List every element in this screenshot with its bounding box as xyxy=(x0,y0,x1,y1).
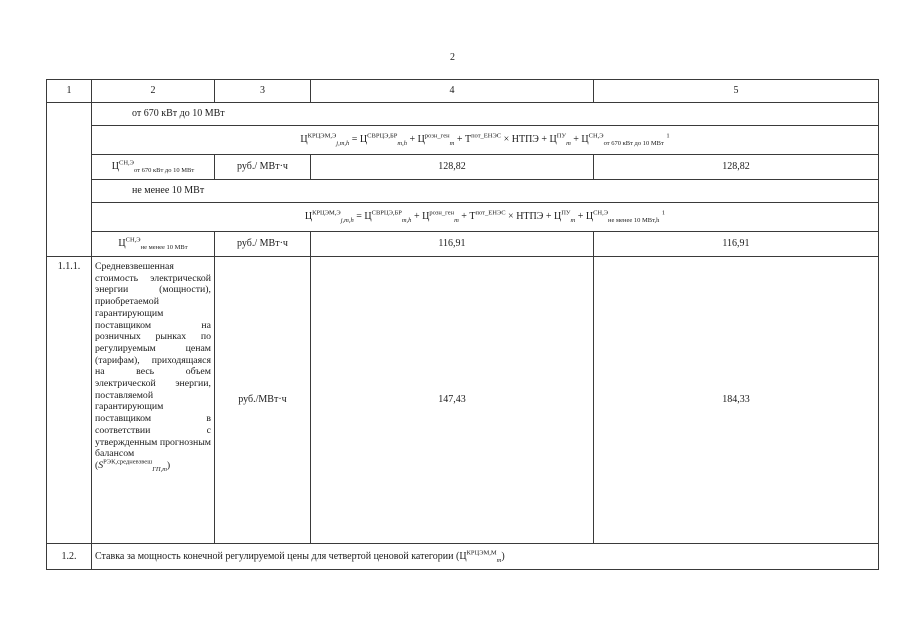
subcategory-row-1 xyxy=(47,103,879,126)
value-col4-1: 128,82 xyxy=(311,155,594,180)
subcategory-label-2: не менее 10 МВт xyxy=(92,180,879,203)
item-text-1-2: Ставка за мощность конечной регулируемой цены для четвертой ценовой категории $(Ц^{КРЦЭМ,М}_m)$ xyxy=(92,544,879,570)
header-col-2: 2 xyxy=(92,80,215,103)
header-row xyxy=(47,80,879,103)
item-row-1-2 xyxy=(47,544,879,570)
header-col-5: 5 xyxy=(594,80,879,103)
number-cell-empty xyxy=(47,103,92,257)
formula-row-2 xyxy=(47,203,879,232)
param-cell-1: $Ц^{СН,Э}_{от 670 кВт до 10 МВт}$ xyxy=(92,155,215,180)
subcategory-label-1: от 670 кВт до 10 МВт xyxy=(92,103,879,126)
formula-2: $Ц^{КРЦЭМ,Э}_{j,m,h} = Ц^{СВРЦЭ,БР}_{m,h} + Ц^{розн\_ген}_m + Т^{пот\_ЕНЭС}$ × НТПЭ + $Ц^{ПУ}_m + Ц^{СН,Э}_{не менее 10 МВт,h}$ $^1$ xyxy=(92,203,879,232)
item-description-1-1-1: Средневзвешенная стоимость электрической энергии (мощности), приобретаемой гарантирующим поставщиком на розничных рынках по регулируемым ценам (тарифам), приходящаяся на весь объем электрической энергии, поставляемой гарантирующим поставщиком в соответствии с утвержденным прогнозным балансом $(S^{РЭК,средневзвеш}_{ГП,m})$ xyxy=(92,257,215,544)
footnote-mark: 1 xyxy=(666,132,670,140)
subcategory-row-2 xyxy=(47,180,879,203)
tariff-table xyxy=(46,79,879,570)
value-col5-1: 128,82 xyxy=(594,155,879,180)
value-row-2 xyxy=(47,232,879,257)
value-row-1 xyxy=(47,155,879,180)
header-col-4: 4 xyxy=(311,80,594,103)
param-cell-2: $Ц^{СН,Э}_{не менее 10 МВт}$ xyxy=(92,232,215,257)
item-value-col4-1-1-1: 147,43 xyxy=(311,257,594,544)
header-col-1: 1 xyxy=(47,80,92,103)
item-number-1-2: 1.2. xyxy=(47,544,92,570)
header-col-3: 3 xyxy=(215,80,311,103)
formula-1: $Ц^{КРЦЭМ,Э}_{j,m,h} = Ц^{СВРЦЭ,БР}_{m,h} + Ц^{розн\_ген}_m + Т^{пот\_ЕНЭС}$ × НТПЭ + $Ц^{ПУ}_m + Ц^{СН,Э}_{от 670 кВт до 10 МВт}$ $^1$ xyxy=(92,126,879,155)
formula-row-1 xyxy=(47,126,879,155)
item-number-1-1-1: 1.1.1. xyxy=(47,257,92,544)
value-col4-2: 116,91 xyxy=(311,232,594,257)
item-unit-1-1-1: руб./МВт·ч xyxy=(215,257,311,544)
item-value-col5-1-1-1: 184,33 xyxy=(594,257,879,544)
footnote-mark: 1 xyxy=(661,209,666,217)
value-col5-2: 116,91 xyxy=(594,232,879,257)
page-number: 2 xyxy=(450,52,455,63)
item-row-1-1-1 xyxy=(47,257,879,544)
unit-cell-2: руб./ МВт·ч xyxy=(215,232,311,257)
unit-cell-1: руб./ МВт·ч xyxy=(215,155,311,180)
